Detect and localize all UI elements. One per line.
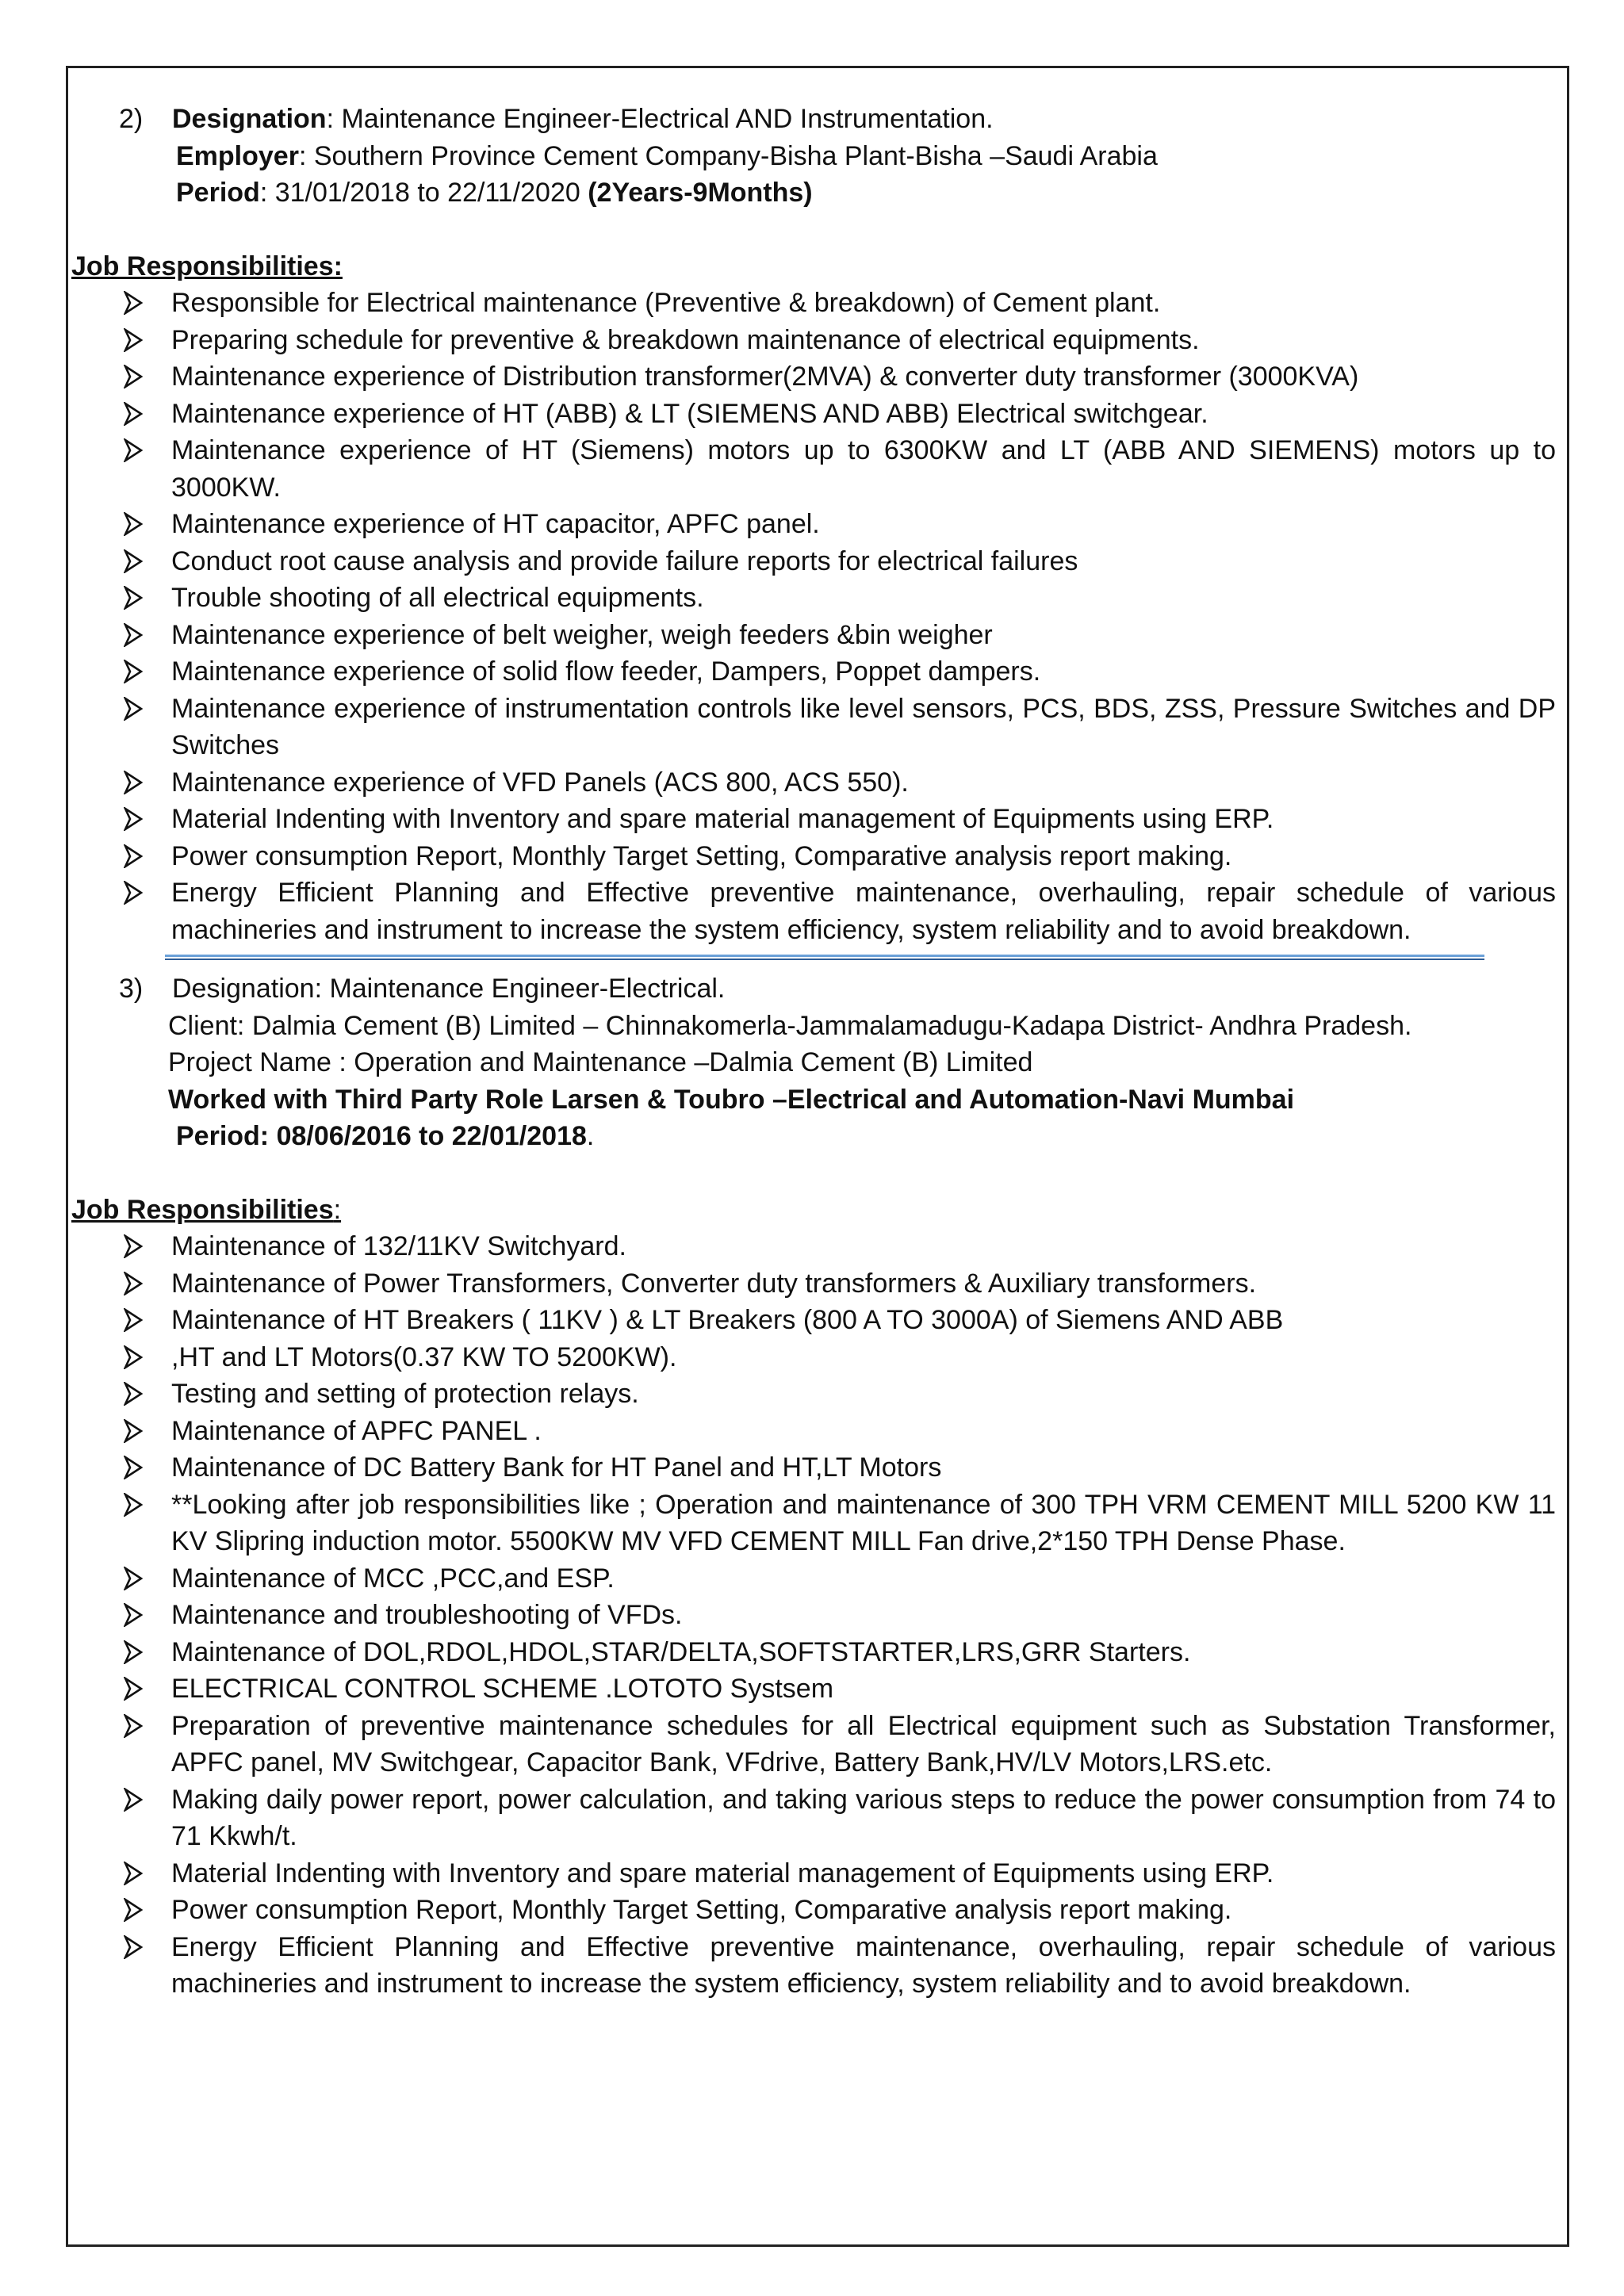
arrow-bullet-icon [124,881,143,905]
list-item [0,1560,1624,1598]
arrow-bullet-icon [124,1935,143,1959]
responsibilities-list [0,1228,1624,2003]
list-item-text: Making daily power report, power calculation, and taking various steps to reduce the power consumption from 74 to 71 Kkwh/t. [171,1784,1556,1851]
list-item [0,1413,1624,1450]
list-item [0,838,1624,875]
third-party-text: Worked with Third Party Role Larsen & Toubro –Electrical and Automation-Navi Mumbai [168,1084,1295,1115]
list-item [0,1376,1624,1413]
list-item [0,874,1624,948]
experience-section-3 [0,970,1624,2003]
arrow-bullet-icon [124,1788,143,1812]
list-item [0,653,1624,691]
designation-label: Designation [172,104,327,134]
designation-line [0,101,1624,138]
arrow-bullet-icon [124,1493,143,1517]
arrow-bullet-icon [124,328,143,352]
employer-value: : Southern Province Cement Company-Bisha Plant-Bisha –Saudi Arabia [298,140,1158,171]
arrow-bullet-icon [124,771,143,794]
period-duration: (2Years-9Months) [588,178,813,208]
arrow-bullet-icon [124,438,143,462]
list-item-text: Testing and setting of protection relays. [171,1379,639,1409]
arrow-bullet-icon [124,807,143,831]
list-item-text: Energy Efficient Planning and Effective preventive maintenance, overhauling, repair schedule of various machineries and instrument to increase the system efficiency, system reliability and to avoid breakdown. [171,1931,1556,1999]
list-item [0,1487,1624,1560]
period-line [0,1118,1624,1155]
list-item-text: ELECTRICAL CONTROL SCHEME .LOTOTO Systsem [171,1674,834,1704]
list-item-text: Preparation of preventive maintenance schedules for all Electrical equipment such as Substation Transformer, APFC panel, MV Switchgear, Capacitor Bank, VFdrive, Battery Bank,HV/LV Motors,LRS.etc. [171,1710,1556,1777]
list-item-text: Maintenance of Power Transformers, Converter duty transformers & Auxiliary transformers. [171,1268,1257,1299]
period-label: Period [176,178,260,208]
list-item-text: Maintenance of DOL,RDOL,HDOL,STAR/DELTA,SOFTSTARTER,LRS,GRR Starters. [171,1636,1191,1667]
list-item [0,322,1624,359]
list-item-text: Material Indenting with Inventory and spare material management of Equipments using ERP. [171,1858,1274,1888]
arrow-bullet-icon [124,1234,143,1258]
arrow-bullet-icon [124,1308,143,1332]
list-item [0,1929,1624,2003]
list-item-text: Trouble shooting of all electrical equipments. [171,583,704,613]
list-item-text: Responsible for Electrical maintenance (Preventive & breakdown) of Cement plant. [171,288,1161,318]
designation-value: : Maintenance Engineer-Electrical AND Instrumentation. [326,104,994,134]
list-item-text: Maintenance experience of HT capacitor, APFC panel. [171,509,820,539]
list-item-text: Maintenance experience of belt weigher, weigh feeders &bin weigher [171,619,993,650]
arrow-bullet-icon [124,1382,143,1406]
job-responsibilities-heading: Job Responsibilities: [71,251,343,281]
list-item-text: Maintenance of 132/11KV Switchyard. [171,1231,626,1261]
arrow-bullet-icon [124,291,143,315]
list-item-text: Maintenance of HT Breakers ( 11KV ) & LT Breakers (800 A TO 3000A) of Siemens AND ABB [171,1305,1284,1335]
arrow-bullet-icon [124,1640,143,1664]
list-item [0,1449,1624,1487]
arrow-bullet-icon [124,660,143,683]
section-number: 2) [119,104,144,134]
list-item [0,432,1624,506]
list-item [0,764,1624,802]
list-item [0,1855,1624,1892]
arrow-bullet-icon [124,844,143,868]
list-item [0,1892,1624,1929]
list-item [0,1265,1624,1303]
list-item-text: Material Indenting with Inventory and spare material management of Equipments using ERP. [171,804,1274,834]
arrow-bullet-icon [124,1862,143,1885]
list-item [0,285,1624,322]
list-item [0,396,1624,433]
period-tail: . [586,1121,595,1151]
list-item-text: **Looking after job responsibilities like ; Operation and maintenance of 300 TPH VRM CEMENT MILL 5200 KW 11 KV Slipring induction motor. 5500KW MV VFD CEMENT MILL Fan drive,2*150 TPH Dense Phase. [171,1489,1556,1556]
arrow-bullet-icon [124,1714,143,1738]
list-item [0,506,1624,543]
period-text: Period: 08/06/2016 to 22/01/2018 [176,1121,587,1151]
arrow-bullet-icon [124,1603,143,1627]
list-item-text: Maintenance of APFC PANEL . [171,1415,542,1446]
list-item-text: Maintenance and troubleshooting of VFDs. [171,1600,683,1630]
arrow-bullet-icon [124,1898,143,1922]
responsibilities-list [0,285,1624,948]
list-item-text: ,HT and LT Motors(0.37 KW TO 5200KW). [171,1341,677,1372]
list-item-text: Maintenance of MCC ,PCC,and ESP. [171,1563,615,1594]
list-item-text: Maintenance experience of HT (Siemens) motors up to 6300KW and LT (ABB AND SIEMENS) motors up to 3000KW. [171,435,1556,503]
list-item [0,1597,1624,1634]
list-item-text: Conduct root cause analysis and provide failure reports for electrical failures [171,545,1078,576]
arrow-bullet-icon [124,402,143,426]
employer-line [0,138,1624,175]
designation-line [0,970,1624,1008]
list-item-text: Maintenance experience of VFD Panels (ACS 800, ACS 550). [171,767,909,798]
period-value: : 31/01/2018 to 22/11/2020 [259,178,588,208]
list-item-text: Maintenance of DC Battery Bank for HT Panel and HT,LT Motors [171,1452,942,1483]
arrow-bullet-icon [124,1419,143,1443]
list-item-text: Maintenance experience of solid flow feeder, Dampers, Poppet dampers. [171,656,1041,687]
list-item [0,1708,1624,1781]
list-item [0,580,1624,617]
job-responsibilities-heading [0,1192,1624,1229]
list-item [0,1670,1624,1708]
list-item-text: Preparing schedule for preventive & breakdown maintenance of electrical equipments. [171,324,1200,355]
designation-text: Designation: Maintenance Engineer-Electrical. [172,974,726,1004]
list-item [0,1228,1624,1265]
section-number: 3) [119,974,144,1004]
arrow-bullet-icon [124,365,143,388]
arrow-bullet-icon [124,1272,143,1295]
employer-label: Employer [176,140,299,171]
arrow-bullet-icon [124,512,143,536]
list-item-text: Power consumption Report, Monthly Target Setting, Comparative analysis report making. [171,840,1232,871]
list-item [0,1339,1624,1376]
list-item-text: Maintenance experience of Distribution transformer(2MVA) & converter duty transformer (3000KVA) [171,362,1359,392]
heading-colon: : [333,1194,342,1225]
arrow-bullet-icon [124,586,143,610]
arrow-bullet-icon [124,1345,143,1369]
list-item [0,617,1624,654]
list-item-text: Maintenance experience of instrumentation controls like level sensors, PCS, BDS, ZSS, Pressure Switches and DP Switches [171,693,1556,760]
arrow-bullet-icon [124,1567,143,1590]
list-item [0,1302,1624,1339]
section-divider [0,950,1624,964]
project-line: Project Name : Operation and Maintenance –Dalmia Cement (B) Limited [168,1047,1033,1077]
arrow-bullet-icon [124,1456,143,1479]
experience-section-2 [0,101,1624,948]
arrow-bullet-icon [124,1677,143,1701]
client-line: Client: Dalmia Cement (B) Limited – Chinnakomerla-Jammalamadugu-Kadapa District- Andhra Pradesh. [168,1010,1412,1041]
third-party-line [0,1081,1624,1119]
list-item [0,358,1624,396]
list-item-text: Energy Efficient Planning and Effective preventive maintenance, overhauling, repair schedule of various machineries and instrument to increase the system efficiency, system reliability and to avoid breakdown. [171,878,1556,945]
arrow-bullet-icon [124,549,143,573]
list-item [0,543,1624,580]
list-item [0,1634,1624,1671]
list-item [0,801,1624,838]
arrow-bullet-icon [124,697,143,721]
arrow-bullet-icon [124,623,143,647]
list-item-text: Maintenance experience of HT (ABB) & LT (SIEMENS AND ABB) Electrical switchgear. [171,398,1208,429]
period-line [0,174,1624,212]
list-item-text: Power consumption Report, Monthly Target Setting, Comparative analysis report making. [171,1895,1232,1925]
list-item [0,691,1624,764]
heading-text: Job Responsibilities [71,1194,334,1225]
list-item [0,1781,1624,1855]
